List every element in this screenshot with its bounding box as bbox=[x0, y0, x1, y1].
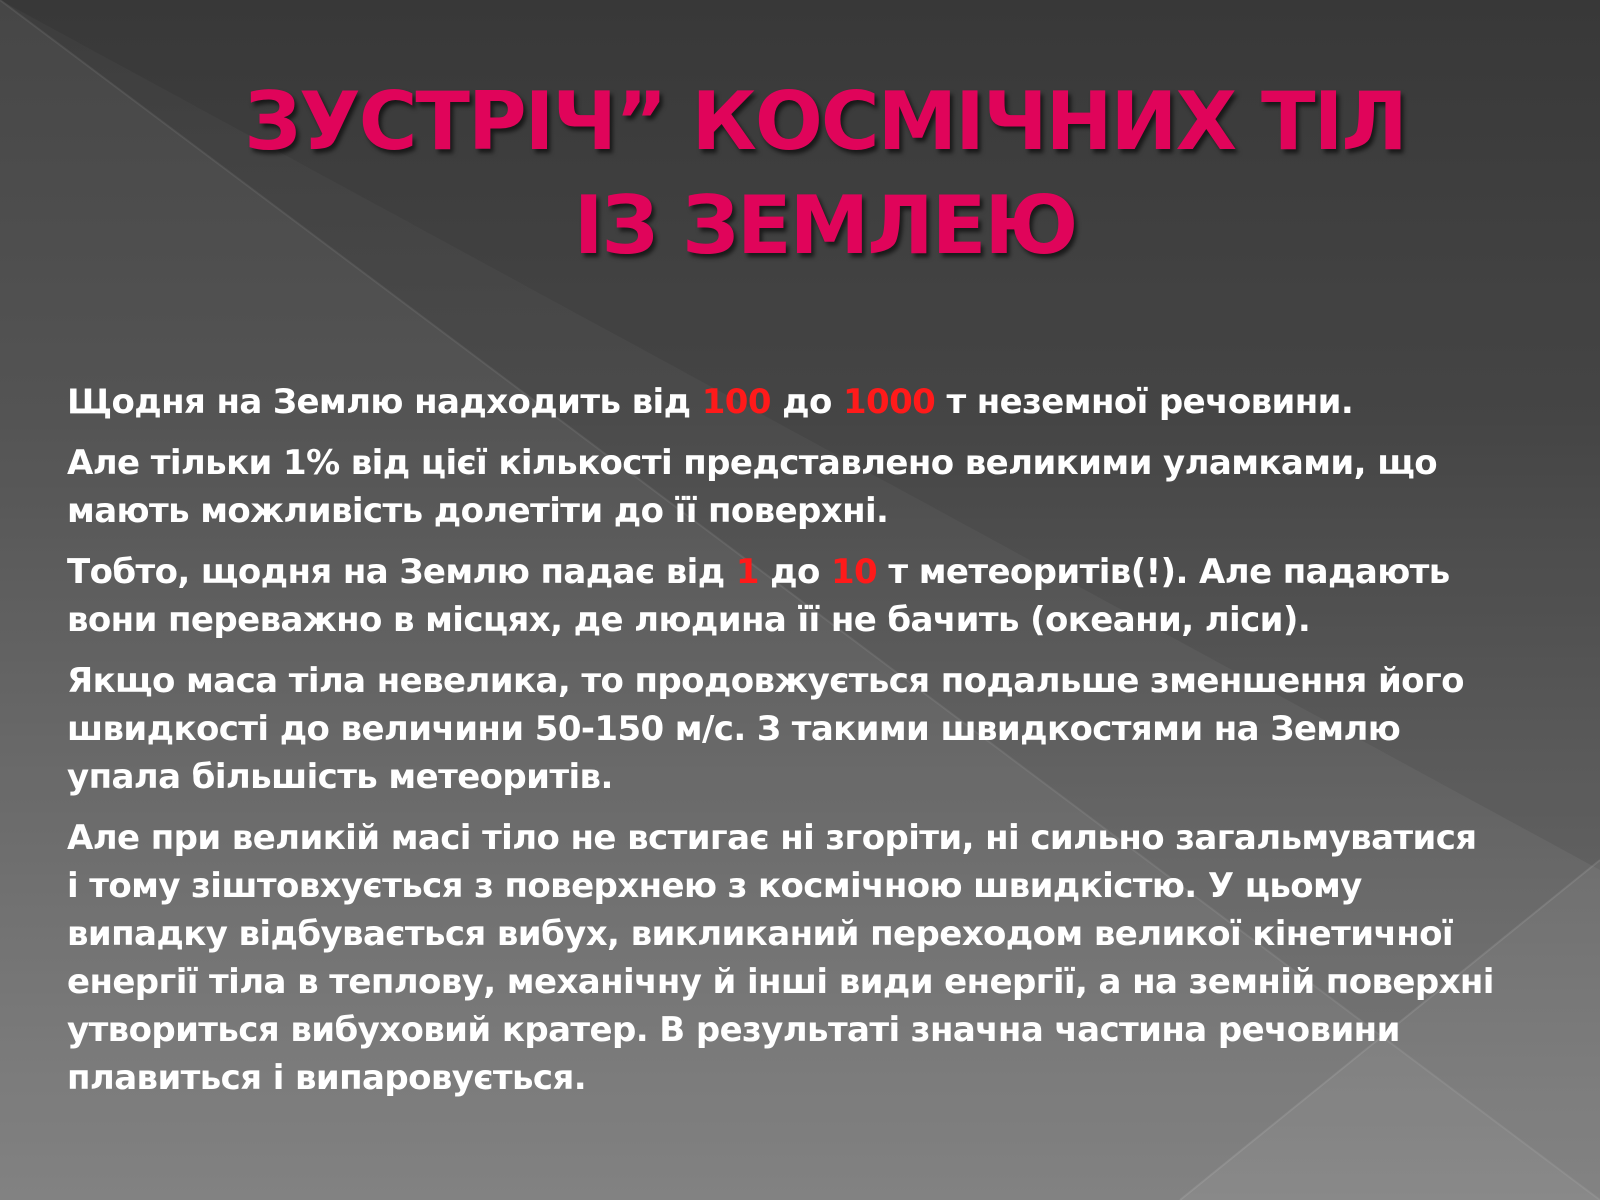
text-segment: Тобто, щодня на Землю падає від bbox=[67, 552, 736, 592]
slide-title: ЗУСТРІЧ” КОСМІЧНИХ ТІЛ ІЗ ЗЕМЛЕЮ bbox=[244, 75, 1406, 272]
paragraph-meteorites-fall bbox=[67, 548, 1497, 644]
highlight-number: 10 bbox=[831, 552, 878, 592]
text-segment: т метеоритів(!). Але падають вони переважно в місцях, де людина її не бачить (океани, ліси). bbox=[67, 552, 1450, 640]
paragraph-large-mass: Але при великій масі тіло не встигає ні згоріти, ні сильно загальмуватися і тому зіштовхується з поверхнею з космічною швидкістю. У цьому випадку відбувається вибух, викликаний переходом великої кінетичної енергії тіла в теплову, механічну й інші види енергії, а на земній поверхні утвориться вибуховий кратер. В результаті значна частина речовини плавиться і випаровується. bbox=[67, 818, 1494, 1098]
text-segment: до bbox=[758, 552, 831, 592]
slide-body bbox=[67, 378, 1497, 1115]
paragraph-small-mass: Якщо маса тіла невелика, то продовжується подальше зменшення його швидкості до величини 50-150 м/с. З такими швидкостями на Землю упала більшість метеоритів. bbox=[67, 661, 1464, 797]
paragraph-daily-matter bbox=[67, 378, 1497, 426]
text-segment: Щодня на Землю надходить від bbox=[67, 382, 702, 422]
text-segment: т неземної речовини. bbox=[935, 382, 1354, 422]
highlight-number: 100 bbox=[701, 382, 771, 422]
highlight-number: 1 bbox=[735, 552, 759, 592]
highlight-number: 1000 bbox=[842, 382, 936, 422]
paragraph-large-fragments: Але тільки 1% від цієї кількості представлено великими уламками, що мають можливість долетіти до її поверхні. bbox=[67, 443, 1437, 531]
text-segment: до bbox=[770, 382, 843, 422]
